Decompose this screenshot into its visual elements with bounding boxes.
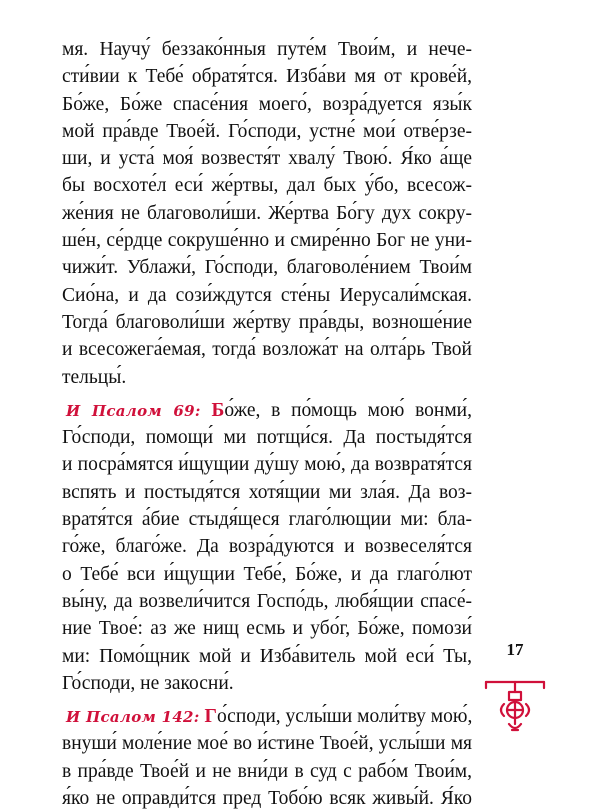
text-block	[62, 36, 472, 812]
text-line: же́ния не благоволи́ши. Же́ртва Бо́гу дух сокру-	[62, 202, 472, 224]
text-line: сти́вии к Тебе́ обратя́тся. Изба́ви мя от крове́й,	[62, 66, 472, 88]
text-line: о Тебе́ вси и́щущии Тебе́, Бо́же, и да глаго́лют	[62, 563, 472, 585]
text-line: в пра́вде Твое́й и не вни́ди в суд с рабо́м Твои́м,	[62, 760, 472, 782]
text-line: го́же, благо́же. Да возра́дуются и возвеселя́тся	[62, 536, 472, 558]
psalm-142-paragraph	[62, 703, 472, 812]
text-line: и всесожега́емая, тогда́ возложа́т на олта́рь Твой	[62, 339, 472, 361]
psalm-142-first-text: о́споди, услы́ши моли́тву мою́,	[216, 706, 473, 728]
text-line: вы́ну, да возвели́чится Госпо́дь, любя́щии спасе́-	[62, 590, 472, 612]
text-line: и посра́мятся и́щущии ду́шу мою́, да возвратя́тся	[62, 454, 472, 476]
psalm-69-first-line	[62, 397, 472, 424]
psalm-142-initial: Г	[204, 706, 217, 728]
text-line: Го́споди, помощи́ ми потщи́ся. Да постыдя́тся	[62, 427, 472, 449]
text-line: тельцы́.	[62, 366, 127, 388]
paragraph-continuation	[62, 36, 472, 391]
text-line: Сио́на, и да сози́ждутся сте́ны Иерусали́мская.	[62, 284, 472, 306]
psalm-69-paragraph	[62, 397, 472, 697]
text-line: бы восхоте́л еси́ же́ртвы, дал бых у́бо, всесож-	[62, 175, 472, 197]
knot-cross-ornament-icon	[482, 674, 548, 734]
psalm-69-first-text: о́же, в по́мощь мою́ вонми́,	[224, 399, 472, 421]
text-line: ше́н, се́рдце сокруше́нно и смире́нно Бог не уни-	[62, 230, 472, 252]
text-line: мя. Научу́ беззако́нныя путе́м Твои́м, и нече-	[62, 39, 472, 60]
text-line: чижи́т. Ублажи́, Го́споди, благоволе́нием Твои́м	[62, 257, 472, 279]
text-line: Бо́же, Бо́же спасе́ния моего́, возра́дуется язы́к	[62, 93, 472, 115]
text-line: внуши́ моле́ние мое́ во и́стине Твое́й, услы́ши мя	[62, 733, 472, 755]
text-line: мой пра́вде Твое́й. Го́споди, устне́ мои́ отве́рзе-	[62, 120, 472, 142]
page-number: 17	[506, 640, 524, 659]
psalm-69-initial: Б	[211, 399, 225, 421]
text-line: ши, и уста́ моя́ возвестя́т хвалу́ Твою́. Я́ко а́ще	[62, 148, 472, 170]
text-line: вспять и постыдя́тся хотя́щии ми зла́я. Да воз-	[62, 481, 472, 503]
text-line: Тогда́ благоволи́ши же́ртву пра́вды, возноше́ние	[62, 311, 472, 333]
psalm-69-rubric: И Псалом 69:	[66, 401, 201, 420]
text-line: вратя́тся а́бие стыдя́щеся глаго́лющии ми: бла-	[62, 509, 472, 531]
psalm-142-first-line	[62, 703, 472, 730]
psalm-142-rubric: И Псалом 142:	[66, 708, 200, 727]
text-line: ми: Помо́щник мой и Изба́витель мой еси́ Ты,	[62, 645, 472, 667]
text-line: ние Твое́: аз же нищ есмь и убо́г, Бо́же, помози́	[62, 618, 472, 640]
text-line: Го́споди, не закосни́.	[62, 672, 234, 694]
text-line: я́ко не оправди́тся пред Тобо́ю всяк живы́й. Я́ко	[62, 788, 472, 810]
